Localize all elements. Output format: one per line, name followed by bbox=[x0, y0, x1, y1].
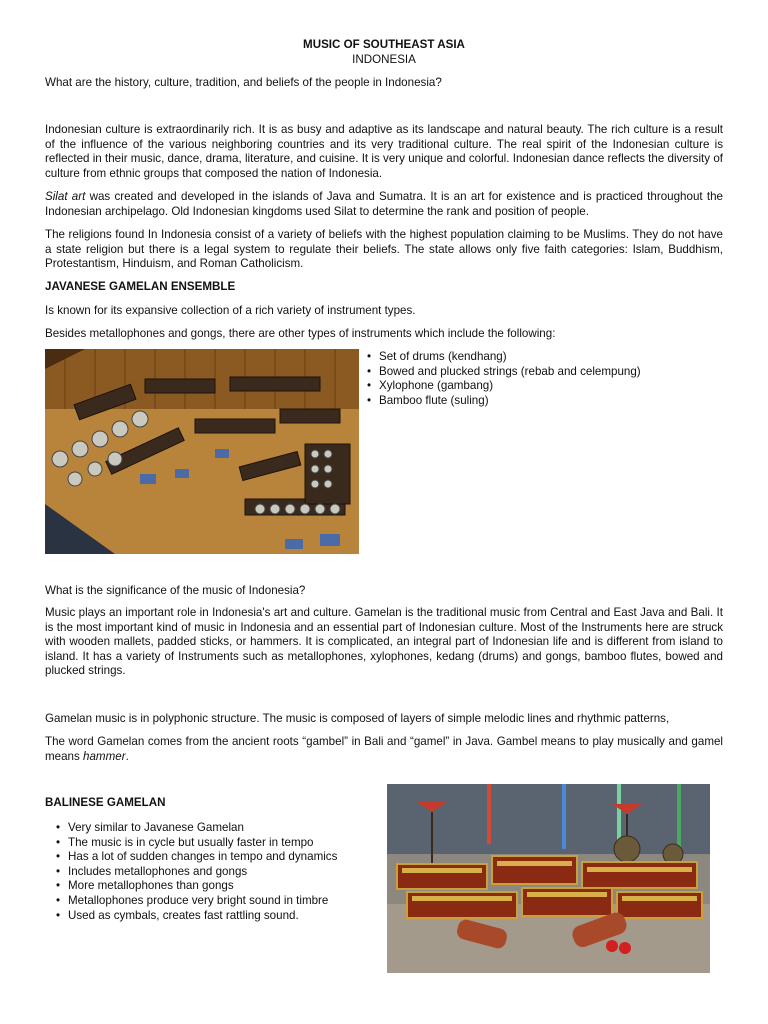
javanese-gamelan-photo bbox=[45, 349, 359, 554]
list-item: • Used as cymbals, creates fast rattling sound. bbox=[56, 909, 337, 924]
significance-paragraph-3: The word Gamelan comes from the ancient roots “gambel” in Bali and “gamel” in Java. Gambel means to play musically and gamel means hammer. bbox=[45, 735, 723, 763]
hammer-term: hammer bbox=[83, 749, 126, 763]
list-item: • Xylophone (gambang) bbox=[367, 379, 641, 394]
balinese-gamelan-photo bbox=[387, 784, 710, 973]
balinese-feature-list bbox=[56, 821, 337, 923]
javanese-paragraph-2: Besides metallophones and gongs, there are other types of instruments which include the following: bbox=[45, 327, 556, 340]
culture-paragraph-1: Indonesian culture is extraordinarily rich. It is as busy and adaptive as its landscape and natural beauty. The rich culture is a result of the influence of the various neighboring countries and its very traditional culture. The real spirit of the Indonesian culture is reflected in their music, dance, drama, literature, and cuisine. It is very unique and colorful. Indonesian dance reflects the diversity of culture from ethnic groups that composed the nation of Indonesia. bbox=[45, 123, 723, 180]
balinese-heading: BALINESE GAMELAN bbox=[45, 796, 166, 809]
javanese-instrument-list bbox=[367, 350, 641, 408]
intro-question: What are the history, culture, tradition, and beliefs of the people in Indonesia? bbox=[45, 76, 442, 89]
list-item: • Set of drums (kendhang) bbox=[367, 350, 641, 365]
list-item: • Metallophones produce very bright sound in timbre bbox=[56, 894, 337, 909]
list-item: • Includes metallophones and gongs bbox=[56, 865, 337, 880]
javanese-paragraph-1: Is known for its expansive collection of a rich variety of instrument types. bbox=[45, 304, 416, 317]
significance-question: What is the significance of the music of Indonesia? bbox=[45, 584, 306, 597]
list-item: • The music is in cycle but usually faster in tempo bbox=[56, 836, 337, 851]
javanese-heading: JAVANESE GAMELAN ENSEMBLE bbox=[45, 280, 236, 293]
significance-paragraph-1: Music plays an important role in Indonesia's art and culture. Gamelan is the traditional music from Central and East Java and Bali. It is the most important kind of music in Indonesia and an essential part of Indonesian culture. Most of the Instruments here are struck with wooden mallets, padded sticks, or hammers. It is complicated, an integral part of Indonesian life and is different from island to island. It has a variety of Instruments such as metallophones, xylophones, kedang (drums) and gongs, bamboo flutes, bowed and plucked strings. bbox=[45, 606, 723, 678]
culture-paragraph-2: Silat art was created and developed in the islands of Java and Sumatra. It is an art for existence and is practiced throughout the Indonesian archipelago. Old Indonesian kingdoms used Silat to determine the rank and position of people. bbox=[45, 190, 723, 218]
list-item: • Bamboo flute (suling) bbox=[367, 394, 641, 409]
list-item: • Very similar to Javanese Gamelan bbox=[56, 821, 337, 836]
page-subtitle: INDONESIA bbox=[352, 53, 416, 66]
significance-paragraph-2: Gamelan music is in polyphonic structure. The music is composed of layers of simple melodic lines and rhythmic patterns, bbox=[45, 712, 670, 725]
list-item: • Has a lot of sudden changes in tempo and dynamics bbox=[56, 850, 337, 865]
list-item: • More metallophones than gongs bbox=[56, 879, 337, 894]
page-title: MUSIC OF SOUTHEAST ASIA bbox=[303, 38, 465, 51]
list-item: • Bowed and plucked strings (rebab and celempung) bbox=[367, 365, 641, 380]
culture-paragraph-3: The religions found In Indonesia consist of a variety of beliefs with the highest population claiming to be Muslims. They do not have a state religion but there is a legal system to regulate their beliefs. The state allows only five faith categories: Islam, Buddhism, Protestantism, Hinduism, and Roman Catholicism. bbox=[45, 228, 723, 271]
silat-art-term: Silat art bbox=[45, 190, 86, 203]
